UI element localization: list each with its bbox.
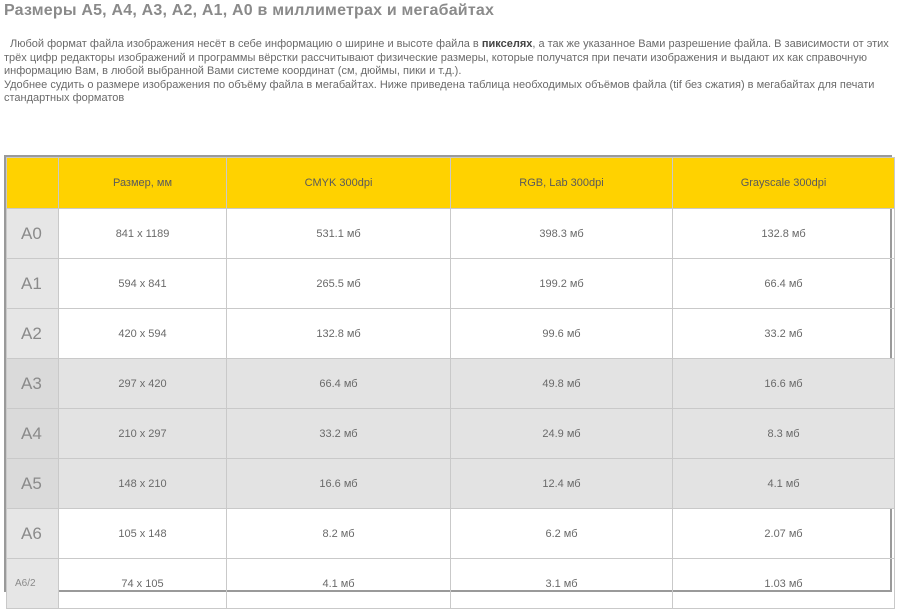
cmyk-cell: 8.2 мб xyxy=(227,509,451,559)
table-row xyxy=(7,559,895,609)
gray-cell: 132.8 мб xyxy=(673,209,895,259)
gray-cell: 16.6 мб xyxy=(673,359,895,409)
rgb-cell: 49.8 мб xyxy=(451,359,673,409)
rgb-cell: 6.2 мб xyxy=(451,509,673,559)
cmyk-cell: 33.2 мб xyxy=(227,409,451,459)
format-cell: А6 xyxy=(7,509,59,559)
header-format xyxy=(7,158,59,209)
rgb-cell: 3.1 мб xyxy=(451,559,673,609)
size-cell: 210 x 297 xyxy=(59,409,227,459)
intro-p1-after: , а так же указанное Вами разрешение файла. В зависимости от этих трёх цифр редакторы изображений и программы вёрстки рассчитывают физические размеры, которые получатся при печати изображения и выдают их как справочную информацию Вам, в любой выбранной Вами системе координат (см, дюймы, пики и т.д.). xyxy=(4,38,889,77)
size-cell: 297 x 420 xyxy=(59,359,227,409)
rgb-cell: 12.4 мб xyxy=(451,459,673,509)
intro-p1-bold: пикселях xyxy=(481,38,533,50)
intro-p1-before: Любой формат файла изображения несёт в себе информацию о ширине и высоте файла в xyxy=(10,38,482,50)
size-cell: 74 x 105 xyxy=(59,559,227,609)
cmyk-cell: 531.1 мб xyxy=(227,209,451,259)
cmyk-cell: 4.1 мб xyxy=(227,559,451,609)
cmyk-cell: 16.6 мб xyxy=(227,459,451,509)
header-size: Размер, мм xyxy=(59,158,227,209)
size-cell: 105 x 148 xyxy=(59,509,227,559)
intro-paragraph-1 xyxy=(4,38,894,79)
intro-text xyxy=(4,38,894,106)
header-cmyk: CMYK 300dpi xyxy=(227,158,451,209)
format-cell: А4 xyxy=(7,409,59,459)
cmyk-cell: 132.8 мб xyxy=(227,309,451,359)
gray-cell: 33.2 мб xyxy=(673,309,895,359)
header-rgb: RGB, Lab 300dpi xyxy=(451,158,673,209)
header-grayscale: Grayscale 300dpi xyxy=(673,158,895,209)
gray-cell: 2.07 мб xyxy=(673,509,895,559)
gray-cell: 1.03 мб xyxy=(673,559,895,609)
format-cell: А1 xyxy=(7,259,59,309)
rgb-cell: 24.9 мб xyxy=(451,409,673,459)
format-cell: А2 xyxy=(7,309,59,359)
table-row xyxy=(7,209,895,259)
cmyk-cell: 66.4 мб xyxy=(227,359,451,409)
gray-cell: 8.3 мб xyxy=(673,409,895,459)
page-title: Размеры А5, А4, А3, А2, А1, А0 в миллиметрах и мегабайтах xyxy=(4,2,495,19)
format-size-table xyxy=(4,155,892,592)
table-row xyxy=(7,259,895,309)
table-row xyxy=(7,409,895,459)
gray-cell: 66.4 мб xyxy=(673,259,895,309)
table-row xyxy=(7,309,895,359)
table-row xyxy=(7,509,895,559)
format-cell: А3 xyxy=(7,359,59,409)
size-cell: 841 x 1189 xyxy=(59,209,227,259)
format-cell: А0 xyxy=(7,209,59,259)
size-cell: 148 x 210 xyxy=(59,459,227,509)
rgb-cell: 99.6 мб xyxy=(451,309,673,359)
gray-cell: 4.1 мб xyxy=(673,459,895,509)
cmyk-cell: 265.5 мб xyxy=(227,259,451,309)
table-header-row xyxy=(7,158,895,209)
size-cell: 594 x 841 xyxy=(59,259,227,309)
intro-paragraph-2: Удобнее судить о размере изображения по объёму файла в мегабайтах. Ниже приведена таблица необходимых объёмов файла (tif без сжатия) в мегабайтах для печати стандартных форматов xyxy=(4,78,875,104)
table-row xyxy=(7,359,895,409)
format-cell: А5 xyxy=(7,459,59,509)
size-cell: 420 x 594 xyxy=(59,309,227,359)
rgb-cell: 398.3 мб xyxy=(451,209,673,259)
table-row xyxy=(7,459,895,509)
rgb-cell: 199.2 мб xyxy=(451,259,673,309)
format-cell: А6/2 xyxy=(7,559,59,609)
